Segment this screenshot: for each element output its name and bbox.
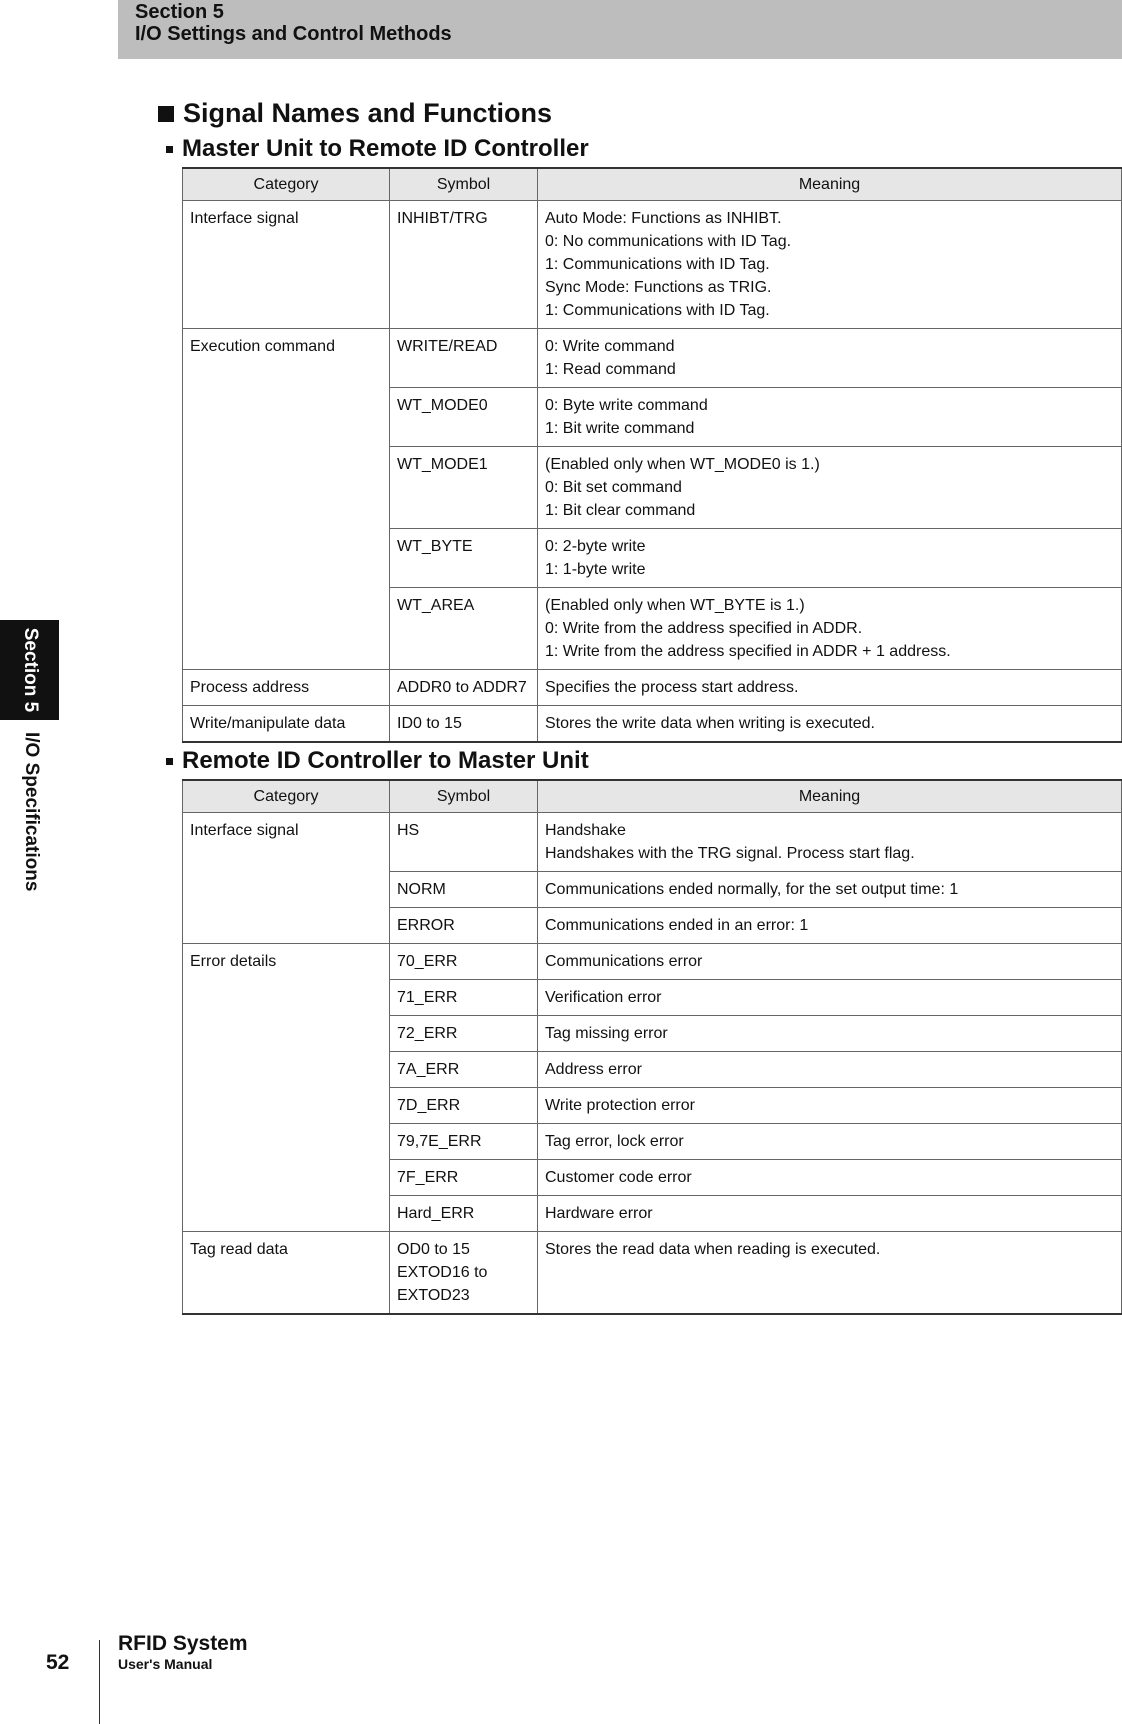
meaning-line: Tag error, lock error	[545, 1133, 684, 1150]
symbol-cell	[390, 872, 538, 908]
symbol-line: NORM	[397, 881, 446, 898]
symbol-line: WT_MODE1	[397, 456, 488, 473]
meaning-line: 0: Write from the address specified in ADDR.	[545, 620, 863, 637]
symbol-line: 79,7E_ERR	[397, 1133, 482, 1150]
page-number: 52	[46, 1651, 70, 1674]
meaning-cell	[538, 670, 1122, 706]
category-cell: Tag read data	[183, 1232, 390, 1315]
symbol-line: 7A_ERR	[397, 1061, 460, 1078]
symbol-line: 7F_ERR	[397, 1169, 459, 1186]
side-section-label	[18, 732, 42, 912]
table-row	[183, 944, 1122, 980]
meaning-line: Hardware error	[545, 1205, 653, 1222]
table-row	[183, 670, 1122, 706]
small-square-bullet-icon	[166, 758, 173, 765]
symbol-cell	[390, 388, 538, 447]
symbol-line: ID0 to 15	[397, 715, 462, 732]
meaning-line: Stores the read data when reading is executed.	[545, 1241, 881, 1258]
symbol-cell	[390, 908, 538, 944]
symbol-cell	[390, 447, 538, 529]
meaning-cell	[538, 944, 1122, 980]
remote-to-master-table	[182, 779, 1122, 1315]
square-bullet-icon	[158, 106, 174, 122]
meaning-line: Communications error	[545, 953, 703, 970]
meaning-line: 1: Read command	[545, 361, 676, 378]
meaning-cell	[538, 388, 1122, 447]
side-section-tab	[0, 620, 59, 720]
meaning-cell	[538, 980, 1122, 1016]
meaning-line: 0: 2-byte write	[545, 538, 646, 555]
symbol-cell	[390, 329, 538, 388]
page-heading-text: Signal Names and Functions	[183, 98, 553, 128]
meaning-line: Customer code error	[545, 1169, 692, 1186]
meaning-line: Handshake	[545, 822, 626, 839]
category-cell: Write/manipulate data	[183, 706, 390, 743]
meaning-cell	[538, 329, 1122, 388]
meaning-line: 1: Write from the address specified in ADDR + 1 address.	[545, 643, 951, 660]
table-row	[183, 201, 1122, 329]
symbol-cell	[390, 529, 538, 588]
meaning-line: Stores the write data when writing is executed.	[545, 715, 875, 732]
symbol-line: EXTOD23	[397, 1287, 470, 1304]
symbol-line: ADDR0 to ADDR7	[397, 679, 527, 696]
meaning-line: 1: Bit clear command	[545, 502, 696, 519]
category-cell: Error details	[183, 944, 390, 1232]
category-cell: Execution command	[183, 329, 390, 670]
meaning-cell	[538, 588, 1122, 670]
section-title: I/O Settings and Control Methods	[135, 23, 452, 45]
meaning-cell	[538, 908, 1122, 944]
remote-to-master-heading	[166, 747, 589, 775]
meaning-line: Specifies the process start address.	[545, 679, 799, 696]
meaning-cell	[538, 872, 1122, 908]
category-cell: Interface signal	[183, 813, 390, 944]
column-header-category: Category	[183, 168, 390, 201]
symbol-cell	[390, 1052, 538, 1088]
meaning-line: 1: 1-byte write	[545, 561, 646, 578]
footer-manual-title: RFID System	[118, 1632, 248, 1655]
page-heading	[158, 98, 552, 129]
symbol-cell	[390, 1088, 538, 1124]
symbol-cell	[390, 201, 538, 329]
meaning-line: (Enabled only when WT_MODE0 is 1.)	[545, 456, 820, 473]
meaning-line: Communications ended normally, for the set output time: 1	[545, 881, 959, 898]
meaning-line: 0: Bit set command	[545, 479, 682, 496]
column-header-category: Category	[183, 780, 390, 813]
meaning-line: 1: Communications with ID Tag.	[545, 302, 770, 319]
master-to-remote-heading-text: Master Unit to Remote ID Controller	[182, 135, 589, 162]
symbol-cell	[390, 980, 538, 1016]
meaning-cell	[538, 1232, 1122, 1315]
meaning-cell	[538, 1052, 1122, 1088]
meaning-cell	[538, 1196, 1122, 1232]
symbol-cell	[390, 813, 538, 872]
meaning-line: Tag missing error	[545, 1025, 668, 1042]
column-header-meaning: Meaning	[538, 780, 1122, 813]
master-to-remote-table	[182, 167, 1122, 743]
symbol-line: Hard_ERR	[397, 1205, 475, 1222]
meaning-line: Address error	[545, 1061, 642, 1078]
meaning-line: Handshakes with the TRG signal. Process start flag.	[545, 845, 915, 862]
symbol-line: WT_AREA	[397, 597, 475, 614]
symbol-line: 70_ERR	[397, 953, 458, 970]
table-row	[183, 1232, 1122, 1315]
meaning-cell	[538, 1016, 1122, 1052]
meaning-cell	[538, 1124, 1122, 1160]
symbol-line: EXTOD16 to	[397, 1264, 488, 1281]
meaning-cell	[538, 447, 1122, 529]
column-header-symbol: Symbol	[390, 168, 538, 201]
table-header-row	[183, 168, 1122, 201]
footer-divider	[99, 1640, 100, 1724]
side-section-label-text: I/O Specifications	[21, 732, 42, 892]
meaning-cell	[538, 706, 1122, 743]
meaning-line: Auto Mode: Functions as INHIBT.	[545, 210, 782, 227]
meaning-line: Verification error	[545, 989, 662, 1006]
meaning-line: Sync Mode: Functions as TRIG.	[545, 279, 772, 296]
column-header-meaning: Meaning	[538, 168, 1122, 201]
meaning-cell	[538, 1160, 1122, 1196]
side-section-tab-label: Section 5	[19, 627, 41, 713]
table-row	[183, 329, 1122, 388]
remote-to-master-heading-text: Remote ID Controller to Master Unit	[182, 747, 589, 774]
meaning-line: 0: Byte write command	[545, 397, 708, 414]
category-cell: Interface signal	[183, 201, 390, 329]
symbol-cell	[390, 1016, 538, 1052]
symbol-cell	[390, 670, 538, 706]
table-header-row	[183, 780, 1122, 813]
table-row	[183, 706, 1122, 743]
symbol-cell	[390, 944, 538, 980]
symbol-line: 72_ERR	[397, 1025, 458, 1042]
meaning-cell	[538, 529, 1122, 588]
meaning-cell	[538, 813, 1122, 872]
master-to-remote-heading	[166, 135, 589, 163]
symbol-cell	[390, 706, 538, 743]
category-cell: Process address	[183, 670, 390, 706]
meaning-line: 0: No communications with ID Tag.	[545, 233, 792, 250]
symbol-line: INHIBT/TRG	[397, 210, 488, 227]
symbol-cell	[390, 1160, 538, 1196]
symbol-line: HS	[397, 822, 420, 839]
meaning-line: Communications ended in an error: 1	[545, 917, 809, 934]
section-header	[118, 0, 1122, 59]
symbol-line: WT_BYTE	[397, 538, 473, 555]
symbol-cell	[390, 1232, 538, 1315]
meaning-line: 0: Write command	[545, 338, 675, 355]
meaning-line: Write protection error	[545, 1097, 695, 1114]
small-square-bullet-icon	[166, 146, 173, 153]
meaning-line: 1: Bit write command	[545, 420, 695, 437]
symbol-cell	[390, 1196, 538, 1232]
footer-manual-subtitle: User's Manual	[118, 1656, 213, 1672]
symbol-line: WT_MODE0	[397, 397, 488, 414]
symbol-line: WRITE/READ	[397, 338, 498, 355]
symbol-line: OD0 to 15	[397, 1241, 470, 1258]
meaning-cell	[538, 201, 1122, 329]
symbol-line: ERROR	[397, 917, 455, 934]
meaning-cell	[538, 1088, 1122, 1124]
symbol-line: 7D_ERR	[397, 1097, 461, 1114]
meaning-line: 1: Communications with ID Tag.	[545, 256, 770, 273]
symbol-cell	[390, 588, 538, 670]
table-row	[183, 813, 1122, 872]
symbol-line: 71_ERR	[397, 989, 458, 1006]
symbol-cell	[390, 1124, 538, 1160]
section-number: Section 5	[135, 1, 224, 23]
meaning-line: (Enabled only when WT_BYTE is 1.)	[545, 597, 805, 614]
column-header-symbol: Symbol	[390, 780, 538, 813]
